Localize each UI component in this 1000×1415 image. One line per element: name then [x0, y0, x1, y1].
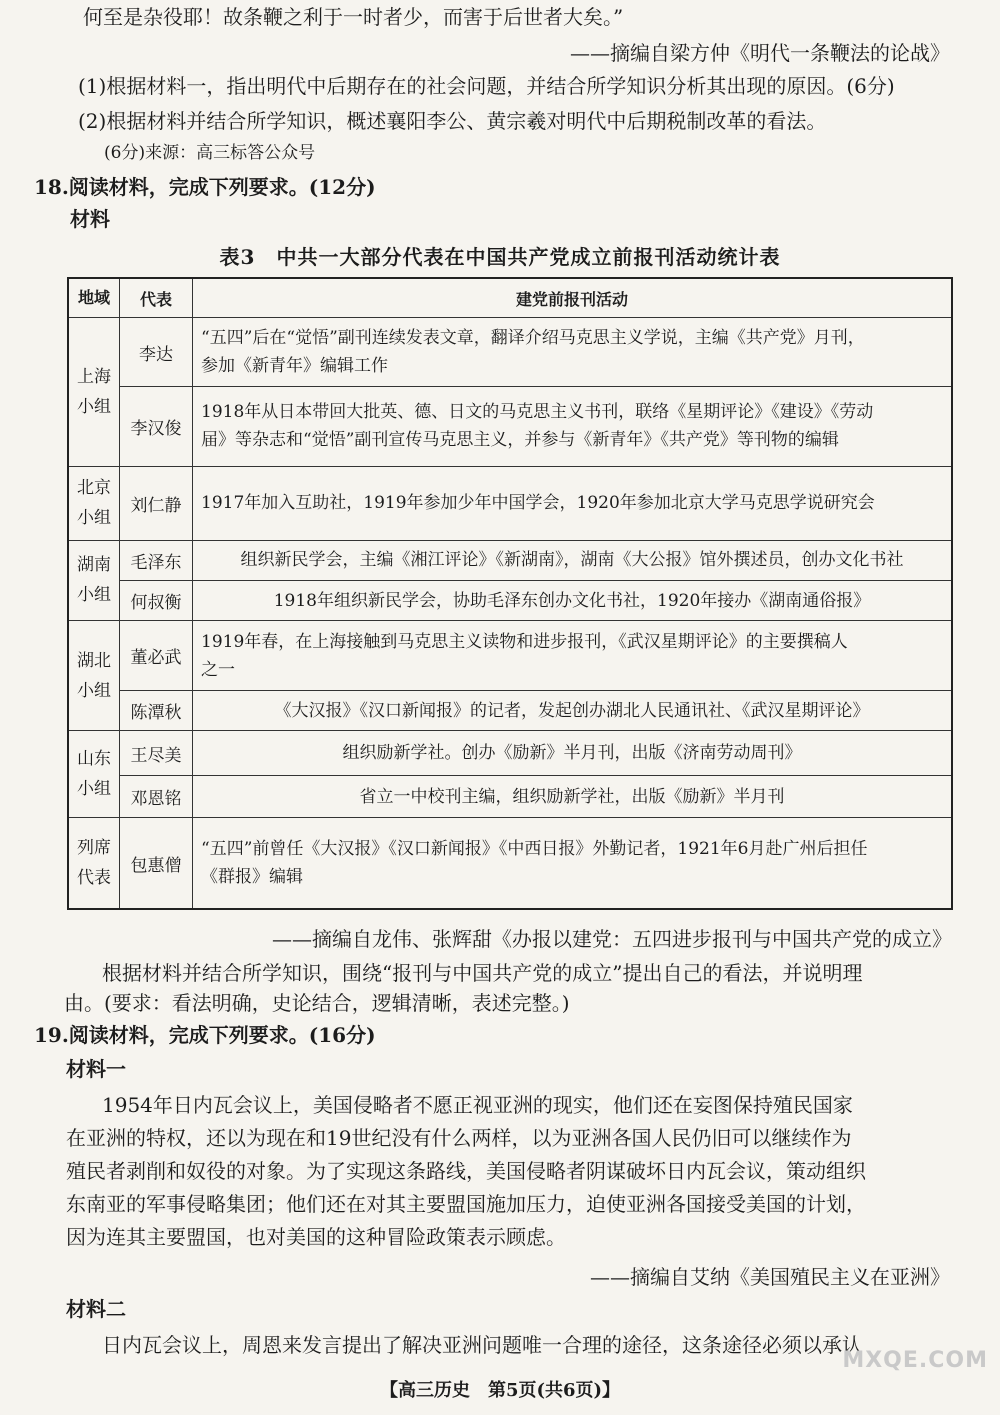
question-18-heading: 18.阅读材料，完成下列要求。(12分): [34, 175, 376, 199]
table-row: [68, 775, 952, 817]
region-cell: 山东 小组: [68, 731, 120, 818]
table-row: [68, 580, 952, 620]
representative-cell: 邓恩铭: [120, 775, 193, 817]
material-1-text: 1954年日内瓦会议上，美国侵略者不愿正视亚洲的现实，他们还在妄图保持殖民国家: [102, 1093, 853, 1117]
activity-cell: 组织励新学社。创办《励新》半月刊，出版《济南劳动周刊》: [193, 731, 953, 776]
representative-cell: 王尽美: [120, 731, 193, 776]
representative-cell: 陈潭秋: [120, 691, 193, 731]
material-label: 材料: [70, 207, 110, 231]
activity-cell: 1918年从日本带回大批英、德、日文的马克思主义书刊，联络《星期评论》《建设》《劳动 届》等杂志和“觉悟”副刊宣传马克思主义，并参与《新青年》《共产党》等刊物的编辑: [193, 387, 953, 466]
question-17-2-score: (6分)来源：高三标答公众号: [104, 143, 316, 163]
question-19-heading: 19.阅读材料，完成下列要求。(16分): [34, 1023, 376, 1047]
source-citation: ——摘编自龙伟、张辉甜《办报以建党：五四进步报刊与中国共产党的成立》: [272, 927, 952, 951]
header-activity: 建党前报刊活动: [193, 278, 953, 318]
source-citation: ——摘编自艾纳《美国殖民主义在亚洲》: [590, 1265, 950, 1289]
activity-cell: 1917年加入互助社，1919年参加少年中国学会，1920年参加北京大学马克思学说研究会: [193, 466, 953, 540]
material-2-text: 日内瓦会议上，周恩来发言提出了解决亚洲问题唯一合理的途径，这条途径必须以承认: [102, 1333, 862, 1357]
activity-cell: 1919年春，在上海接触到马克思主义读物和进步报刊，《武汉星期评论》的主要撰稿人 之一: [193, 621, 953, 691]
watermark: MXQE.COM: [842, 1348, 988, 1373]
table-row: [68, 540, 952, 580]
representative-cell: 董必武: [120, 621, 193, 691]
activity-cell: 1918年组织新民学会，协助毛泽东创办文化书社，1920年接办《湖南通俗报》: [193, 580, 953, 620]
region-cell: 上海 小组: [68, 318, 120, 466]
material-continuation: 何至是杂役耶！故条鞭之利于一时者少，而害于后世者大矣。”: [83, 5, 624, 29]
question-18-prompt: 根据材料并结合所学知识，围绕“报刊与中国共产党的成立”提出自己的看法，并说明理: [102, 961, 863, 985]
region-cell: 湖南 小组: [68, 540, 120, 621]
activity-cell: “五四”前曾任《大汉报》《汉口新闻报》《中西日报》外勤记者，1921年6月赴广州后担任 《群报》编辑: [193, 818, 953, 909]
region-cell: 列席 代表: [68, 818, 120, 909]
representative-cell: 何叔衡: [120, 580, 193, 620]
table-header-row: [68, 278, 952, 318]
header-region: 地域: [68, 278, 120, 318]
header-representative: 代表: [120, 278, 193, 318]
table-caption: 表3 中共一大部分代表在中国共产党成立前报刊活动统计表: [219, 245, 781, 269]
region-cell: 湖北 小组: [68, 621, 120, 731]
representative-cell: 李汉俊: [120, 387, 193, 466]
material-1-text: 在亚洲的特权，还以为现在和19世纪没有什么两样，以为亚洲各国人民仍旧可以继续作为: [66, 1126, 852, 1150]
table-row: [68, 318, 952, 387]
activity-cell: “五四”后在“觉悟”副刊连续发表文章，翻译介绍马克思主义学说，主编《共产党》月刊， 参加《新青年》编辑工作: [193, 318, 953, 387]
representative-cell: 毛泽东: [120, 540, 193, 580]
material-1-text: 殖民者剥削和奴役的对象。为了实现这条路线，美国侵略者阴谋破坏日内瓦会议，策动组织: [66, 1159, 866, 1183]
activity-cell: 《大汉报》《汉口新闻报》的记者，发起创办湖北人民通讯社、《武汉星期评论》: [193, 691, 953, 731]
question-17-2: (2)根据材料并结合所学知识，概述襄阳李公、黄宗羲对明代中后期税制改革的看法。: [78, 109, 827, 133]
representative-cell: 刘仁静: [120, 466, 193, 540]
table-row: [68, 731, 952, 776]
table-row: [68, 387, 952, 466]
material-1-label: 材料一: [66, 1057, 126, 1081]
activity-cell: 省立一中校刊主编，组织励新学社，出版《励新》半月刊: [193, 775, 953, 817]
table-row: [68, 621, 952, 691]
question-17-1: (1)根据材料一，指出明代中后期存在的社会问题，并结合所学知识分析其出现的原因。(6分): [78, 74, 895, 98]
material-2-label: 材料二: [66, 1297, 126, 1321]
table-row: [68, 466, 952, 540]
table-row: [68, 691, 952, 731]
representative-cell: 李达: [120, 318, 193, 387]
question-18-prompt-cont: 由。(要求：看法明确，史论结合，逻辑清晰，表述完整。): [64, 991, 570, 1015]
page-footer: 【高三历史 第5页(共6页)】: [379, 1380, 621, 1401]
newspaper-activity-table: [67, 277, 953, 910]
material-1-text: 东南亚的军事侵略集团；他们还在对其主要盟国施加压力，迫使亚洲各国接受美国的计划，: [66, 1192, 866, 1216]
table-row: [68, 818, 952, 909]
activity-cell: 组织新民学会，主编《湘江评论》《新湖南》，湖南《大公报》馆外撰述员，创办文化书社: [193, 540, 953, 580]
representative-cell: 包惠僧: [120, 818, 193, 909]
source-citation: ——摘编自梁方仲《明代一条鞭法的论战》: [570, 41, 950, 65]
material-1-text: 因为连其主要盟国，也对美国的这种冒险政策表示顾虑。: [66, 1225, 566, 1249]
region-cell: 北京 小组: [68, 466, 120, 540]
